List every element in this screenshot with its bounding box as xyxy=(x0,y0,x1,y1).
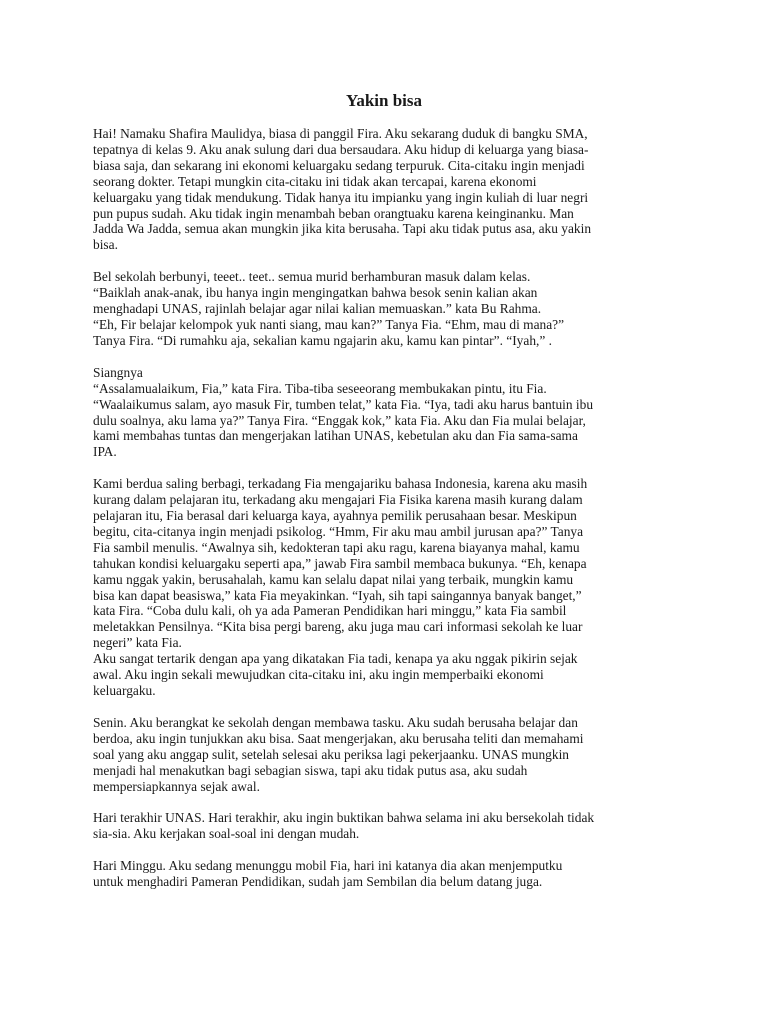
text-line: negeri” kata Fia. xyxy=(93,635,182,651)
paragraph xyxy=(93,810,693,842)
text-line: mempersiapkannya sejak awal. xyxy=(93,778,260,794)
text-line: kata Fira. “Coba dulu kali, oh ya ada Pameran Pendidikan hari minggu,” kata Fia sambil xyxy=(93,603,567,619)
paragraph xyxy=(93,715,693,795)
paragraph xyxy=(93,126,693,253)
text-line: Hari terakhir UNAS. Hari terakhir, aku ingin buktikan bahwa selama ini aku bersekolah tidak xyxy=(93,810,595,826)
text-line: untuk menghadiri Pameran Pendidikan, sudah jam Sembilan dia belum datang juga. xyxy=(93,874,543,890)
text-line: Jadda Wa Jadda, semua akan mungkin jika kita berusaha. Tapi aku tidak putus asa, aku yakin xyxy=(93,221,592,237)
text-line: “Assalamualaikum, Fia,” kata Fira. Tiba-tiba seseeorang membukakan pintu, itu Fia. xyxy=(93,380,547,396)
text-line: bisa. xyxy=(93,237,118,253)
text-line: Tanya Fira. “Di rumahku aja, sekalian kamu ngajarin aku, kamu kan pintar”. “Iyah,” . xyxy=(93,332,553,348)
text-line: keluargaku. xyxy=(93,683,156,698)
text-line: begitu, cita-citanya ingin menjadi psikolog. “Hmm, Fir aku mau ambil jurusan apa?” Tanya xyxy=(93,523,584,539)
text-line: seorang dokter. Tetapi mungkin cita-citaku ini tidak akan tercapai, karena ekonomi xyxy=(93,173,537,189)
document-body xyxy=(93,126,693,906)
text-line: sia-sia. Aku kerjakan soal-soal ini dengan mudah. xyxy=(93,826,360,842)
text-line: Hari Minggu. Aku sedang menunggu mobil Fia, hari ini katanya dia akan menjemputku xyxy=(93,858,563,874)
text-line: Aku sangat tertarik dengan apa yang dikatakan Fia tadi, kenapa ya aku nggak pikirin sejak xyxy=(93,651,578,667)
text-line: Fia sambil menulis. “Awalnya sih, kedokteran tapi aku ragu, karena biayanya mahal, kamu xyxy=(93,539,580,555)
text-line: dulu soalnya, aku lama ya?” Tanya Fira. “Enggak kok,” kata Fia. Aku dan Fia mulai belajar, xyxy=(93,412,586,428)
text-line: “Baiklah anak-anak, ibu hanya ingin mengingatkan bahwa besok senin kalian akan xyxy=(93,285,538,301)
paragraph xyxy=(93,269,693,349)
text-line: Senin. Aku berangkat ke sekolah dengan membawa tasku. Aku sudah berusaha belajar dan xyxy=(93,714,578,730)
text-line: Hai! Namaku Shafira Maulidya, biasa di panggil Fira. Aku sekarang duduk di bangku SMA, xyxy=(93,126,588,141)
text-line: pelajaran itu, Fia berasal dari keluarga kaya, ayahnya pemilik perusahaan besar. Meskipun xyxy=(93,508,577,524)
paragraph xyxy=(93,365,693,460)
text-line: berdoa, aku ingin tunjukkan aku bisa. Saat mengerjakan, aku berusaha teliti dan memahami xyxy=(93,730,584,746)
text-line: biasa saja, dan sekarang ini ekonomi keluargaku sedang terpuruk. Cita-citaku ingin menjadi xyxy=(93,157,585,173)
text-line: “Eh, Fir belajar kelompok yuk nanti siang, mau kan?” Tanya Fia. “Ehm, mau di mana?” xyxy=(93,316,565,332)
text-line: kamu nggak yakin, berusahalah, kamu kan selalu dapat nilai yang terbaik, mungkin kamu xyxy=(93,571,574,587)
text-line: kami membahas tuntas dan mengerjakan latihan UNAS, kebetulan aku dan Fia sama-sama xyxy=(93,428,578,444)
text-line: “Waalaikumus salam, ayo masuk Fir, tumben telat,” kata Fia. “Iya, tadi aku harus bantuin ibu xyxy=(93,396,594,412)
text-line: pun pupus sudah. Aku tidak ingin menambah beban orangtuaku karena keinginanku. Man xyxy=(93,205,574,221)
paragraph xyxy=(93,858,693,890)
paragraph xyxy=(93,476,693,699)
text-line: kurang dalam pelajaran itu, terkadang aku mengajari Fia Fisika karena masih kurang dalam xyxy=(93,492,583,508)
text-line: menjadi hal menakutkan bagi sebagian siswa, tapi aku tidak putus asa, aku sudah xyxy=(93,762,528,778)
text-line: meletakkan Pensilnya. “Kita bisa pergi bareng, aku juga mau cari informasi sekolah ke luar xyxy=(93,619,583,635)
text-line: bisa kan dapat beasiswa,” kata Fia meyakinkan. “Iyah, sih tapi saingannya banyak banget,” xyxy=(93,587,582,603)
text-line: tahukan kondisi keluargaku seperti apa,” jawab Fira sambil membaca bukunya. “Eh, kenapa xyxy=(93,555,587,571)
text-line: Kami berdua saling berbagi, terkadang Fia mengajariku bahasa Indonesia, karena aku masih xyxy=(93,476,588,492)
text-line: Siangnya xyxy=(93,364,143,380)
text-line: tepatnya di kelas 9. Aku anak sulung dari dua bersaudara. Aku hidup di keluarga yang biasa- xyxy=(93,141,589,157)
document-title: Yakin bisa xyxy=(345,91,423,110)
text-line: menghadapi UNAS, rajinlah belajar agar nilai kalian memuaskan.” kata Bu Rahma. xyxy=(93,301,542,317)
text-line: awal. Aku ingin sekali mewujudkan cita-citaku ini, aku ingin memperbaiki ekonomi xyxy=(93,667,544,683)
text-line: soal yang aku anggap sulit, setelah selesai aku periksa lagi pekerjaanku. UNAS mungkin xyxy=(93,746,569,762)
text-line: IPA. xyxy=(93,444,117,460)
text-line: Bel sekolah berbunyi, teeet.. teet.. semua murid berhamburan masuk dalam kelas. xyxy=(93,269,531,285)
text-line: keluargaku yang tidak mendukung. Tidak hanya itu impianku yang ingin kuliah di luar negri xyxy=(93,189,589,205)
